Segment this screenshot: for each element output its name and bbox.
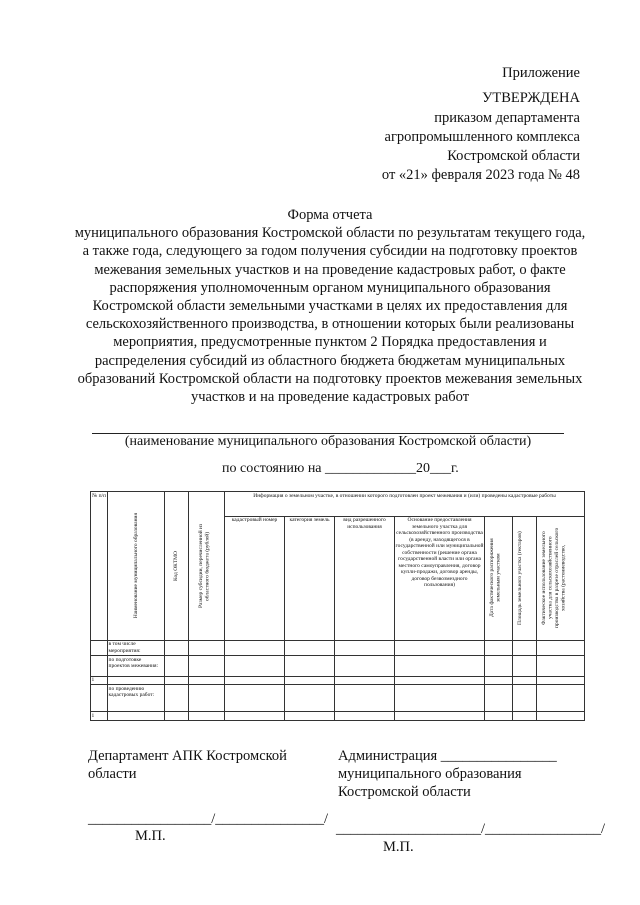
col-subsidy-header	[189, 492, 225, 641]
table-row	[91, 712, 585, 721]
approved-label: УТВЕРЖДЕНА	[482, 90, 580, 106]
table-row	[91, 676, 585, 685]
col-name-header	[108, 492, 165, 641]
col-actual-use-text: Фактическое использование земельного участка для сельскохозяйственного производства в разрезе отраслей сельского хозяйства (растениеводство,	[540, 528, 567, 629]
col-cadastral-header: кадастровый номер	[225, 516, 285, 640]
col-subsidy-text: Размер субсидии, перечисленной из областного бюджета (рублей)	[197, 523, 210, 608]
approval-order-date: от «21» февраля 2023 года № 48	[381, 167, 580, 183]
col-oktmo-header	[165, 492, 189, 641]
col-category-header: категория земель	[285, 516, 335, 640]
col-actual-use-header	[537, 516, 585, 640]
table-row	[91, 656, 585, 677]
row-label-cadastral: по проведению кадастровых работ:	[108, 685, 165, 712]
approval-line-2: агропромышленного комплекса	[384, 129, 580, 145]
col-use-header: вид разрешенного использования	[335, 516, 395, 640]
col-area-header	[513, 516, 537, 640]
right-signature-line: ____________________/________________/	[336, 821, 606, 837]
footer-right-line-1: Администрация ________________	[338, 748, 557, 764]
left-seal-mark: М.П.	[135, 828, 166, 844]
land-info-group-header: Информация о земельном участке, в отношении которого подготовлен проект межевания и (или) проведены кадастровые работы	[225, 492, 585, 517]
report-table	[90, 491, 585, 721]
appendix-label: Приложение	[502, 65, 580, 81]
table-row	[91, 640, 585, 655]
col-name-text: Наименование муниципального образования	[132, 513, 139, 619]
form-title	[70, 206, 590, 406]
col-basis-header: Основание предоставления земельного участка для сельскохозяйственного производства (в аренду, находящегося в государственной или муниципальной собственности (решение органа государственной власти или органа местного самоуправления, договор купли-продажи, договор аренды, договор безвозмездного пользования)	[395, 516, 485, 640]
approval-line-3: Костромской области	[447, 148, 580, 164]
municipality-caption: (наименование муниципального образования Костромской области)	[124, 434, 532, 449]
col-oktmo-text: Код ОКТМО	[173, 550, 180, 581]
table-row	[91, 685, 585, 712]
left-signature-line: _________________/_______________/	[88, 811, 329, 827]
as-of-date: по состоянию на _____________20___г.	[222, 461, 459, 476]
footer-right-line-3: Костромской области	[338, 784, 471, 800]
approval-line-1: приказом департамента	[434, 110, 580, 126]
right-seal-mark: М.П.	[383, 839, 414, 855]
row-number: 1	[91, 676, 108, 685]
row-label-incl: в том числе мероприятия:	[108, 640, 165, 655]
col-date-header	[485, 516, 513, 640]
col-area-text: Площадь земельного участка (гектаров)	[516, 531, 523, 625]
row-label-survey: по подготовке проектов межевания:	[108, 656, 165, 677]
footer-left-line-1: Департамент АПК Костромской	[88, 748, 287, 764]
footer-left-org	[88, 747, 287, 783]
form-heading: Форма отчета	[287, 207, 373, 223]
form-description: муниципального образования Костромской области по результатам текущего года, а также года, следующего за годом получения субсидии на подготовку проектов межевания земельных участков и на проведение кадастровых работ, о факте распоряжения уполномоченным органом муниципального образования Костромской области земельными участками в целях их предоставления для сельскохозяйственного производства, в отношении которых были реализованы мероприятия, предусмотренные пунктом 2 Порядка предоставления и распределения субсидий из областного бюджета бюджетам муниципальных образований Костромской области на подготовку проектов межевания земельных участков и на проведение кадастровых работ	[74, 225, 586, 406]
footer-right-org	[338, 747, 557, 801]
footer-right-line-2: муниципального образования	[338, 766, 522, 782]
col-number-header: № п/п	[91, 492, 108, 641]
footer-left-line-2: области	[88, 766, 137, 782]
row-number: 1	[91, 712, 108, 721]
col-date-text: Дата фактического распоряжения земельным участком	[488, 538, 501, 618]
